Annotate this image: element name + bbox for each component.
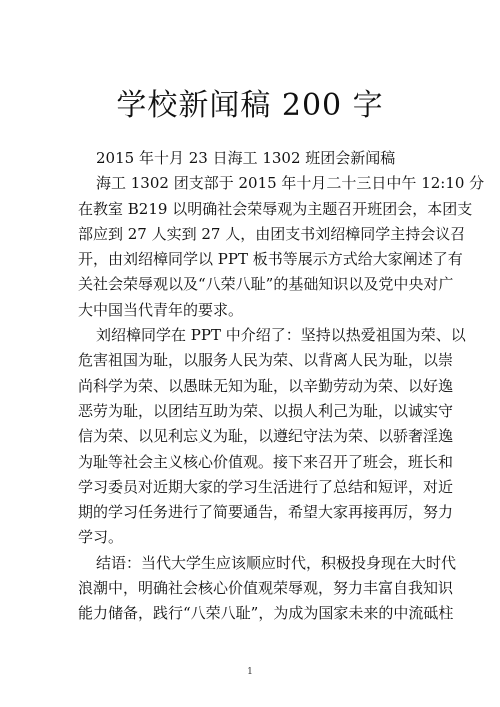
text-line: 期的学习任务进行了简要通告，希望大家再接再厉，努力 [78,503,454,522]
text-line: 关社会荣辱观以及“八荣八耻”的基础知识以及党中央对广 [78,275,454,294]
text-line: 学习。 [78,528,124,547]
text-line: 学习委员对近期大家的学习生活进行了总结和短评，对近 [78,477,454,496]
text-line: 在教室 B219 以明确社会荣辱观为主题召开班团会，本团支 [78,199,473,218]
page-title: 学校新闻稿 200 字 [116,88,384,123]
article-body [78,146,485,627]
text-line: 刘绍樟同学在 PPT 中介绍了：坚持以热爱祖国为荣、以 [96,326,466,345]
text-line: 2015 年十月 23 日海工 1302 班团会新闻稿 [96,149,396,167]
text-line: 恶劳为耻，以团结互助为荣、以损人利己为耻，以诚实守 [78,401,454,420]
text-line: 结语：当代大学生应该顺应时代，积极投身现在大时代 [96,553,457,572]
text-line: 危害祖国为耻，以服务人民为荣、以背离人民为耻，以崇 [78,351,454,370]
text-line: 部应到 27 人实到 27 人，由团支书刘绍樟同学主持会议召 [78,224,466,243]
text-line: 开，由刘绍樟同学以 PPT 板书等展示方式给大家阐述了有 [78,250,463,269]
text-line: 海工 1302 团支部于 2015 年十月二十三日中午 12:10 分 [96,174,485,193]
text-line: 为耻等社会主义核心价值观。接下来召开了班会，班长和 [78,452,454,471]
text-line: 信为荣、以见利忘义为耻，以遵纪守法为荣、以骄奢淫逸 [78,427,454,446]
text-line: 能力储备，践行“八荣八耻”，为成为国家未来的中流砥柱 [78,604,454,623]
page-number: 1 [247,667,253,677]
text-line: 尚科学为荣、以愚昧无知为耻，以辛勤劳动为荣、以好逸 [78,376,454,395]
text-line: 大中国当代青年的要求。 [78,300,244,319]
text-line: 浪潮中，明确社会核心价值观荣辱观，努力丰富自我知识 [78,579,454,598]
